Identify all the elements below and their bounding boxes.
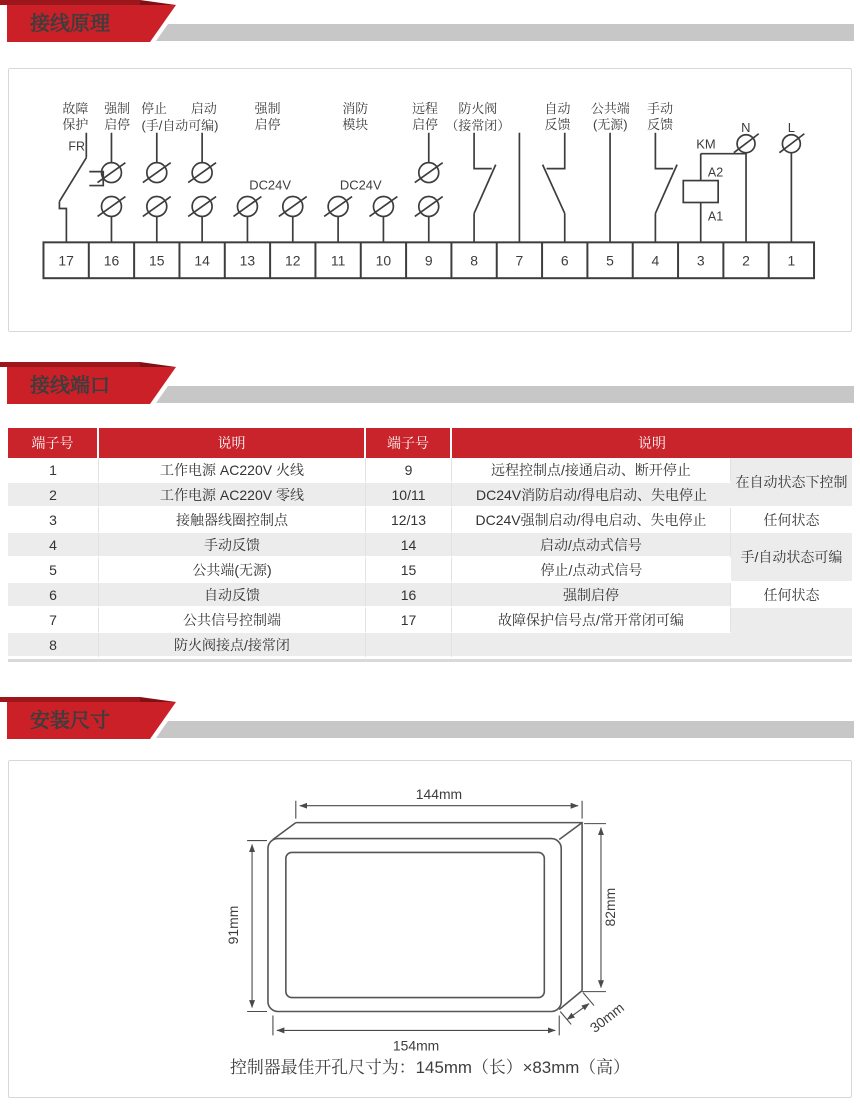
terminal-3: 3	[696, 252, 705, 269]
label-force2-2: 启停	[254, 116, 281, 132]
table-row	[8, 558, 852, 583]
cell-desc: 手动反馈	[99, 533, 366, 558]
label-fault-protect-1: 故障	[62, 100, 89, 116]
cell-terminal: 7	[8, 608, 99, 633]
section-banner-wiring-ports	[0, 362, 860, 404]
label-fire-module-2: 模块	[342, 116, 369, 132]
label-force-1: 强制	[104, 100, 131, 116]
cell-terminal	[366, 633, 452, 658]
dimension-drawing	[9, 761, 851, 1097]
terminal-2: 2	[742, 252, 750, 269]
table-row	[8, 583, 852, 608]
cell-status: 任何状态	[731, 508, 852, 533]
section-title: 接线端口	[30, 375, 110, 397]
cell-terminal: 9	[366, 458, 452, 483]
section-banner-wiring-principle	[0, 0, 860, 42]
banner-top-strip	[0, 0, 140, 5]
header-terminal-no-2: 端子号	[366, 428, 452, 458]
label-common-1: 公共端	[590, 100, 630, 116]
cell-terminal: 8	[8, 633, 99, 658]
label-a1: A1	[707, 209, 724, 224]
terminal-8: 8	[470, 252, 478, 269]
label-n: N	[741, 119, 751, 135]
cell-status: 在自动状态下控制	[731, 458, 852, 508]
cell-desc: 远程控制点/接通启动、断开停止	[452, 458, 731, 483]
cell-terminal: 12/13	[366, 508, 452, 533]
cell-desc: 强制启停	[452, 583, 731, 608]
terminal-4: 4	[651, 252, 660, 269]
terminal-9: 9	[424, 252, 433, 269]
label-force2-1: 强制	[254, 100, 281, 116]
cell-terminal: 4	[8, 533, 99, 558]
terminal-7: 7	[515, 252, 524, 269]
contact-8	[474, 133, 496, 243]
cell-terminal: 6	[8, 583, 99, 608]
table-row	[8, 483, 852, 508]
terminal-10: 10	[375, 252, 392, 269]
cell-desc: 停止/点动式信号	[452, 558, 731, 583]
label-force-2: 启停	[104, 116, 131, 132]
controller-bezel	[268, 823, 582, 1012]
cell-desc	[452, 633, 731, 658]
installation-panel	[8, 760, 852, 1098]
banner-top-strip	[0, 697, 140, 702]
terminal-numbers	[58, 252, 795, 268]
cell-terminal: 10/11	[366, 483, 452, 508]
terminal-table	[8, 428, 852, 658]
cell-terminal: 2	[8, 483, 99, 508]
label-manual-fb-2: 反馈	[647, 116, 674, 132]
cell-desc: 接触器线圈控制点	[99, 508, 366, 533]
table-row	[8, 608, 852, 633]
banner-gray-bar	[156, 24, 854, 41]
dim-width-bottom: 154mm	[392, 1037, 440, 1054]
dim-height-left: 91mm	[225, 905, 242, 945]
bezel-inner-frame	[286, 852, 544, 997]
cell-terminal: 15	[366, 558, 452, 583]
label-l: L	[787, 119, 795, 135]
banner-fold	[140, 0, 176, 5]
cell-desc: 自动反馈	[99, 583, 366, 608]
banner-top-strip	[0, 362, 140, 367]
cell-terminal: 16	[366, 583, 452, 608]
terminal-5: 5	[606, 252, 614, 269]
header-terminal-no-1: 端子号	[8, 428, 99, 458]
header-description-1: 说明	[99, 428, 366, 458]
label-remote-1: 远程	[412, 100, 438, 116]
km-coil	[683, 181, 718, 203]
wiring-diagram-panel	[8, 68, 852, 332]
table-bottom-rule	[8, 659, 852, 662]
terminal-13: 13	[239, 252, 256, 269]
terminal-12: 12	[285, 252, 301, 269]
cell-desc: 防火阀接点/接常闭	[99, 633, 366, 658]
label-hand-auto: (手/自动可编)	[141, 117, 219, 133]
dim-height-right: 82mm	[601, 887, 618, 927]
label-fault-protect-2: 保护	[62, 116, 89, 132]
terminal-14: 14	[194, 252, 210, 269]
banner-fold	[140, 362, 176, 367]
header-description-2: 说明	[452, 428, 852, 458]
label-fire-valve-2: （接常闭）	[445, 117, 511, 133]
cell-status-empty	[731, 608, 852, 658]
label-common-2: (无源)	[593, 116, 628, 132]
cell-terminal: 5	[8, 558, 99, 583]
label-auto-fb-1: 自动	[544, 100, 571, 116]
cell-terminal: 17	[366, 608, 452, 633]
wiring-diagram	[9, 69, 851, 331]
cell-desc: 故障保护信号点/常开常闭可编	[452, 608, 731, 633]
bezel-front-face	[268, 839, 561, 1012]
cell-desc: DC24V消防启动/得电启动、失电停止	[452, 483, 731, 508]
label-fire-module-1: 消防	[342, 100, 369, 116]
terminal-16: 16	[103, 252, 120, 269]
table-row	[8, 508, 852, 533]
section-title: 安装尺寸	[30, 710, 110, 732]
terminal-17: 17	[58, 252, 74, 269]
cell-desc: 启动/点动式信号	[452, 533, 731, 558]
cell-desc: 工作电源 AC220V 零线	[99, 483, 366, 508]
section-title: 接线原理	[30, 13, 110, 35]
label-fr: FR	[68, 139, 85, 154]
contact-6	[543, 133, 565, 243]
label-km: KM	[696, 136, 716, 152]
table-row	[8, 633, 852, 658]
label-manual-fb-1: 手动	[647, 100, 674, 116]
cutout-caption: 控制器最佳开孔尺寸为：145mm（长）×83mm（高）	[230, 1058, 630, 1078]
dimension-lines	[247, 801, 606, 1036]
cell-terminal: 3	[8, 508, 99, 533]
cell-desc: 工作电源 AC220V 火线	[99, 458, 366, 483]
cell-status: 手/自动状态可编	[731, 533, 852, 583]
terminal-6: 6	[560, 252, 569, 269]
banner-gray-bar	[156, 721, 854, 738]
dim-depth: 30mm	[586, 999, 628, 1036]
label-dc24v-2: DC24V	[339, 177, 382, 193]
table-header-row	[8, 428, 852, 458]
bezel-depth-edges	[273, 823, 582, 1010]
label-fire-valve-1: 防火阀	[458, 100, 498, 116]
terminal-1: 1	[787, 252, 796, 269]
table-row	[8, 533, 852, 558]
cell-desc: DC24V强制启动/得电启动、失电停止	[452, 508, 731, 533]
table-row	[8, 458, 852, 483]
banner-fold	[140, 697, 176, 702]
dim-width-top: 144mm	[415, 785, 463, 802]
section-banner-installation	[0, 697, 860, 739]
cell-desc: 公共端(无源)	[99, 558, 366, 583]
contact-4	[655, 133, 677, 243]
label-remote-2: 启停	[412, 116, 438, 132]
cell-terminal: 14	[366, 533, 452, 558]
terminal-11: 11	[330, 252, 346, 269]
cell-desc: 公共信号控制端	[99, 608, 366, 633]
cell-terminal: 1	[8, 458, 99, 483]
label-dc24v-1: DC24V	[249, 177, 291, 193]
terminal-15: 15	[149, 252, 165, 269]
cell-status: 任何状态	[731, 583, 852, 608]
label-auto-fb-2: 反馈	[544, 116, 571, 132]
label-stop: 停止	[141, 100, 167, 116]
label-a2: A2	[707, 165, 724, 180]
label-start: 启动	[190, 100, 217, 116]
banner-gray-bar	[156, 386, 854, 403]
